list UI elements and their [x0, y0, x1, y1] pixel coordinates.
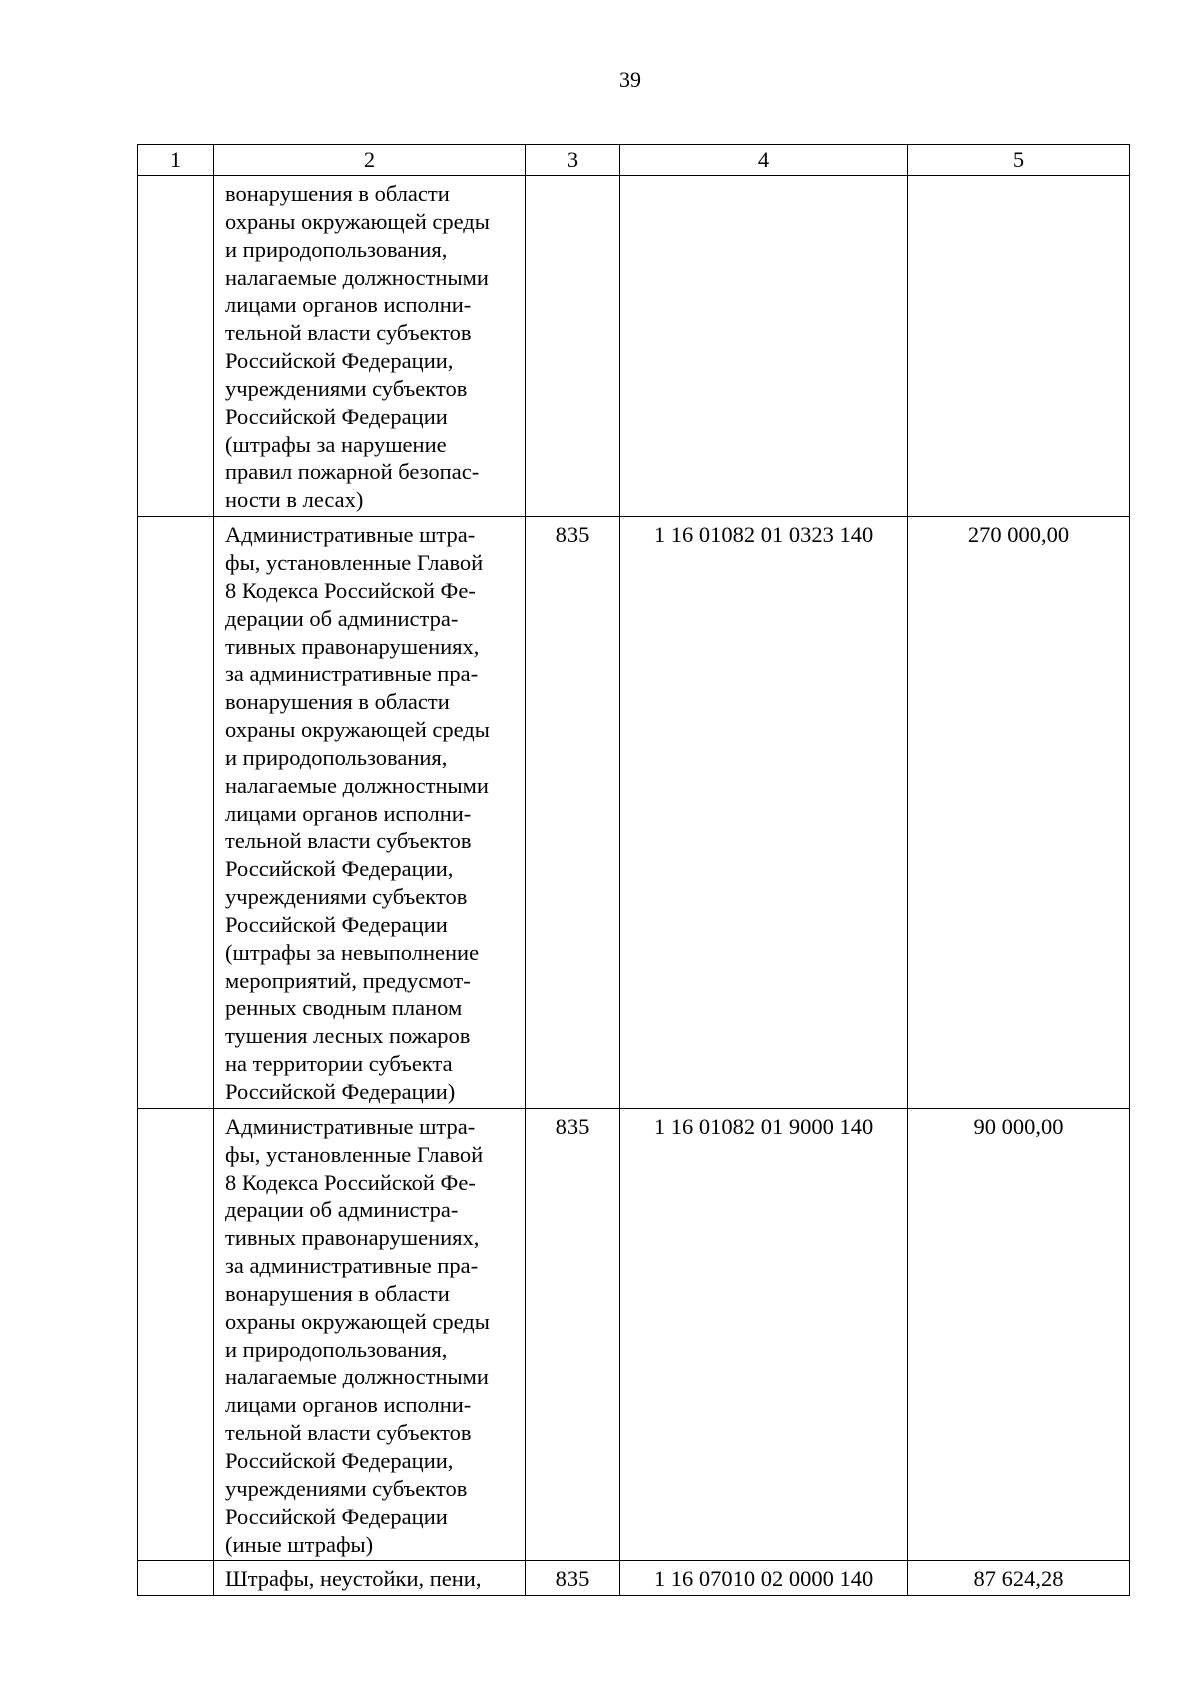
description-line: тельной власти субъектов — [225, 828, 472, 854]
description-line: Административные штра- — [225, 522, 476, 548]
description-line: Административные штра- — [225, 1113, 476, 1139]
admin-code-cell: 835 — [526, 1108, 620, 1561]
description-line: охраны окружающей среды — [225, 1308, 490, 1334]
description-cell — [214, 517, 526, 1109]
description-line: тельной власти субъектов — [225, 320, 472, 346]
kbk-code-cell: 1 16 07010 02 0000 140 — [620, 1561, 908, 1596]
kbk-code-cell: 1 16 01082 01 0323 140 — [620, 517, 908, 1109]
admin-code-cell: 835 — [526, 1561, 620, 1596]
kbk-code-cell: 1 16 01082 01 9000 140 — [620, 1108, 908, 1561]
description-line: учреждениями субъектов — [225, 375, 468, 401]
description-line: налагаемые должностными — [225, 772, 489, 798]
header-cell-4: 4 — [620, 145, 908, 176]
header-cell-2: 2 — [214, 145, 526, 176]
header-cell-1: 1 — [138, 145, 214, 176]
description-line: фы, установленные Главой — [225, 549, 484, 575]
description-line: (штрафы за невыполнение — [225, 939, 480, 965]
amount-cell: 90 000,00 — [908, 1108, 1130, 1561]
description-line: тивных правонарушениях, — [225, 633, 480, 659]
description-line: и природопользования, — [225, 236, 448, 262]
description-line: охраны окружающей среды — [225, 717, 490, 743]
description-line: вонарушения в области — [225, 181, 450, 206]
description-line: фы, установленные Главой — [225, 1141, 484, 1167]
description-line: 8 Кодекса Российской Фе- — [225, 577, 476, 603]
description-line: учреждениями субъектов — [225, 884, 468, 910]
description-line: вонарушения в области — [225, 689, 450, 715]
description-line: ности в лесах) — [225, 487, 364, 513]
description-line: на территории субъекта — [225, 1051, 453, 1077]
admin-code-cell — [526, 176, 620, 517]
description-line: вонарушения в области — [225, 1280, 450, 1306]
row-number-cell — [138, 176, 214, 517]
table-body — [138, 145, 1130, 1596]
description-line: Штрафы, неустойки, пени, — [225, 1566, 482, 1592]
description-line: мероприятий, предусмот- — [225, 967, 471, 993]
table-row — [138, 176, 1130, 517]
description-cell — [214, 1108, 526, 1561]
description-line: Российской Федерации — [225, 1503, 448, 1529]
description-line: и природопользования, — [225, 1336, 448, 1362]
description-line: тивных правонарушениях, — [225, 1225, 480, 1251]
table-row — [138, 1108, 1130, 1561]
description-line: дерации об администра- — [225, 1197, 459, 1223]
description-line: тельной власти субъектов — [225, 1420, 472, 1446]
amount-cell: 270 000,00 — [908, 517, 1130, 1109]
description-cell — [214, 1561, 526, 1596]
description-line: 8 Кодекса Российской Фе- — [225, 1169, 476, 1195]
row-number-cell — [138, 1561, 214, 1596]
budget-table — [137, 144, 1130, 1596]
description-cell — [214, 176, 526, 517]
table-row — [138, 517, 1130, 1109]
description-line: за административные пра- — [225, 1253, 479, 1279]
description-line: правил пожарной безопас- — [225, 459, 480, 485]
table-header-row — [138, 145, 1130, 176]
page-number: 39 — [619, 67, 641, 92]
amount-cell: 87 624,28 — [908, 1561, 1130, 1596]
description-line: дерации об администра- — [225, 605, 459, 631]
description-line: за административные пра- — [225, 661, 479, 687]
description-line: учреждениями субъектов — [225, 1475, 468, 1501]
description-line: налагаемые должностными — [225, 264, 489, 290]
description-line: лицами органов исполни- — [225, 292, 472, 318]
description-line: Российской Федерации, — [225, 348, 454, 374]
row-number-cell — [138, 1108, 214, 1561]
description-line: тушения лесных пожаров — [225, 1023, 471, 1049]
admin-code-cell: 835 — [526, 517, 620, 1109]
description-line: охраны окружающей среды — [225, 208, 490, 234]
description-line: Российской Федерации, — [225, 1447, 454, 1473]
description-line: лицами органов исполни- — [225, 800, 472, 826]
header-cell-5: 5 — [908, 145, 1130, 176]
row-number-cell — [138, 517, 214, 1109]
description-line: Российской Федерации — [225, 403, 448, 429]
table-row — [138, 1561, 1130, 1596]
description-line: (штрафы за нарушение — [225, 431, 447, 457]
header-cell-3: 3 — [526, 145, 620, 176]
description-line: ренных сводным планом — [225, 995, 463, 1021]
description-line: Российской Федерации, — [225, 856, 454, 882]
description-line: Российской Федерации) — [225, 1079, 456, 1104]
description-line: и природопользования, — [225, 744, 448, 770]
description-line: (иные штрафы) — [225, 1531, 374, 1557]
description-line: лицами органов исполни- — [225, 1392, 472, 1418]
amount-cell — [908, 176, 1130, 517]
description-line: налагаемые должностными — [225, 1364, 489, 1390]
description-line: Российской Федерации — [225, 911, 448, 937]
kbk-code-cell — [620, 176, 908, 517]
